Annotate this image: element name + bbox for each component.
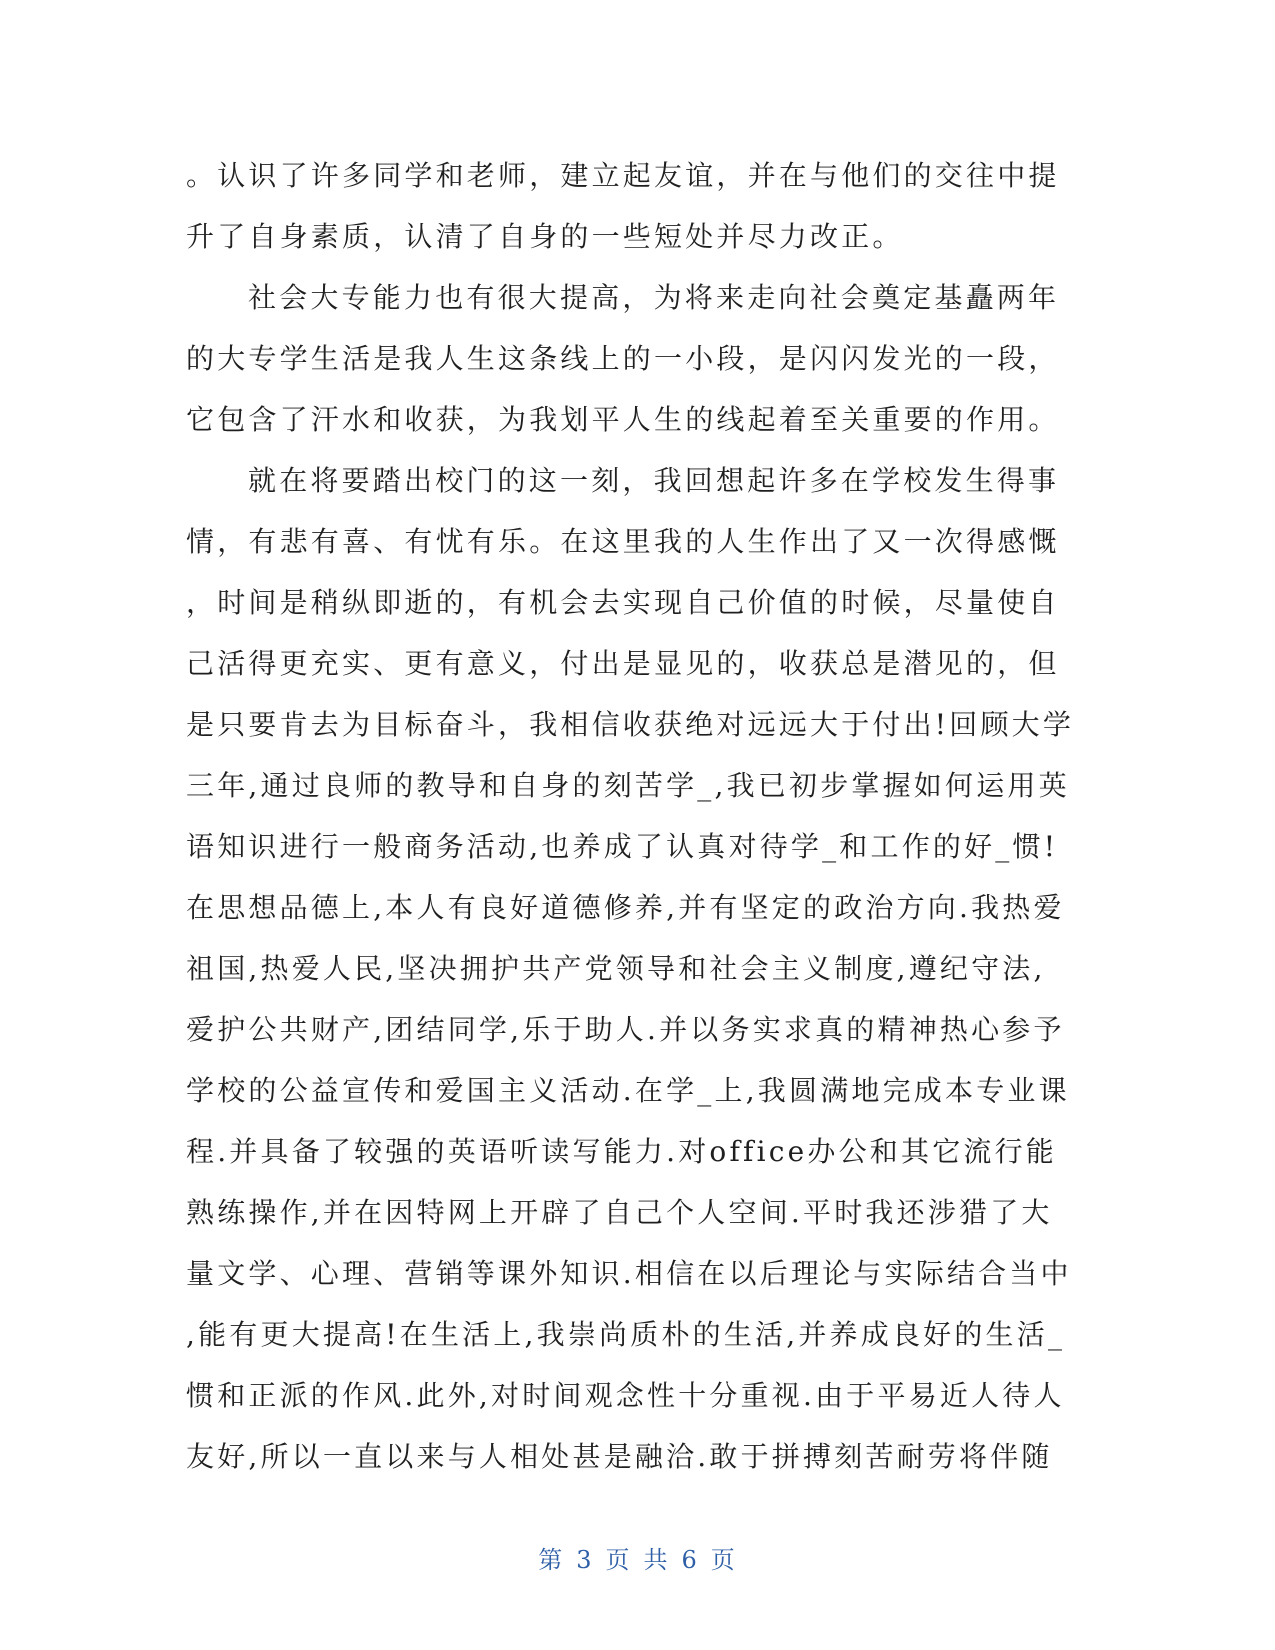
current-page-number: 3 bbox=[576, 1546, 594, 1574]
text-line: 升了自身素质，认清了自身的一些短处并尽力改正。 bbox=[186, 220, 904, 253]
text-line: 惯和正派的作风.此外,对时间观念性十分重视.由于平易近人待人 bbox=[186, 1379, 1065, 1412]
text-line: 的大专学生活是我人生这条线上的一小段，是闪闪发光的一段， bbox=[186, 342, 1060, 375]
text-line: 语知识进行一般商务活动,也养成了认真对待学_和工作的好_惯! bbox=[186, 830, 1059, 863]
text-line: 己活得更充实、更有意义，付出是显见的，收获总是潜见的，但 bbox=[186, 647, 1060, 680]
text-line: 爱护公共财产,团结同学,乐于助人.并以务实求真的精神热心参予 bbox=[186, 1013, 1065, 1046]
text-line: 三年,通过良师的教导和自身的刻苦学_,我已初步掌握如何运用英 bbox=[186, 769, 1070, 802]
total-prefix: 共 bbox=[643, 1546, 670, 1574]
text-line: 就在将要踏出校门的这一刻，我回想起许多在学校发生得事 bbox=[248, 464, 1060, 497]
text-line: 情，有悲有喜、有忧有乐。在这里我的人生作出了又一次得感慨 bbox=[186, 525, 1060, 558]
page-footer bbox=[0, 1540, 1275, 1575]
total-suffix: 页 bbox=[710, 1546, 737, 1574]
text-line: ，时间是稍纵即逝的，有机会去实现自己价值的时候，尽量使自 bbox=[186, 586, 1060, 619]
text-line: 熟练操作,并在因特网上开辟了自己个人空间.平时我还涉猎了大 bbox=[186, 1196, 1053, 1229]
text-line: 在思想品德上,本人有良好道德修养,并有坚定的政治方向.我热爱 bbox=[186, 891, 1065, 924]
text-line: 祖国,热爱人民,坚决拥护共产党领导和社会主义制度,遵纪守法, bbox=[186, 952, 1046, 985]
page-word: 页 bbox=[605, 1546, 632, 1574]
text-line: 它包含了汗水和收获，为我划平人生的线起着至关重要的作用。 bbox=[186, 403, 1060, 436]
text-line: 量文学、心理、营销等课外知识.相信在以后理论与实际结合当中 bbox=[186, 1257, 1072, 1290]
text-line: 是只要肯去为目标奋斗，我相信收获绝对远远大于付出!回顾大学 bbox=[186, 708, 1075, 741]
total-page-number: 6 bbox=[681, 1546, 699, 1574]
text-line: 。认识了许多同学和老师，建立起友谊，并在与他们的交往中提 bbox=[186, 159, 1060, 192]
document-body bbox=[186, 145, 1091, 1487]
text-line: ,能有更大提高!在生活上,我崇尚质朴的生活,并养成良好的生活_ bbox=[186, 1318, 1066, 1351]
text-line: 程.并具备了较强的英语听读写能力.对office办公和其它流行能 bbox=[186, 1135, 1057, 1168]
text-line: 社会大专能力也有很大提高，为将来走向社会奠定基矗两年 bbox=[248, 281, 1060, 314]
text-line: 学校的公益宣传和爱国主义活动.在学_上,我圆满地完成本专业课 bbox=[186, 1074, 1070, 1107]
page-prefix: 第 bbox=[538, 1546, 565, 1574]
text-line: 友好,所以一直以来与人相处甚是融洽.敢于拼搏刻苦耐劳将伴随 bbox=[186, 1440, 1053, 1473]
